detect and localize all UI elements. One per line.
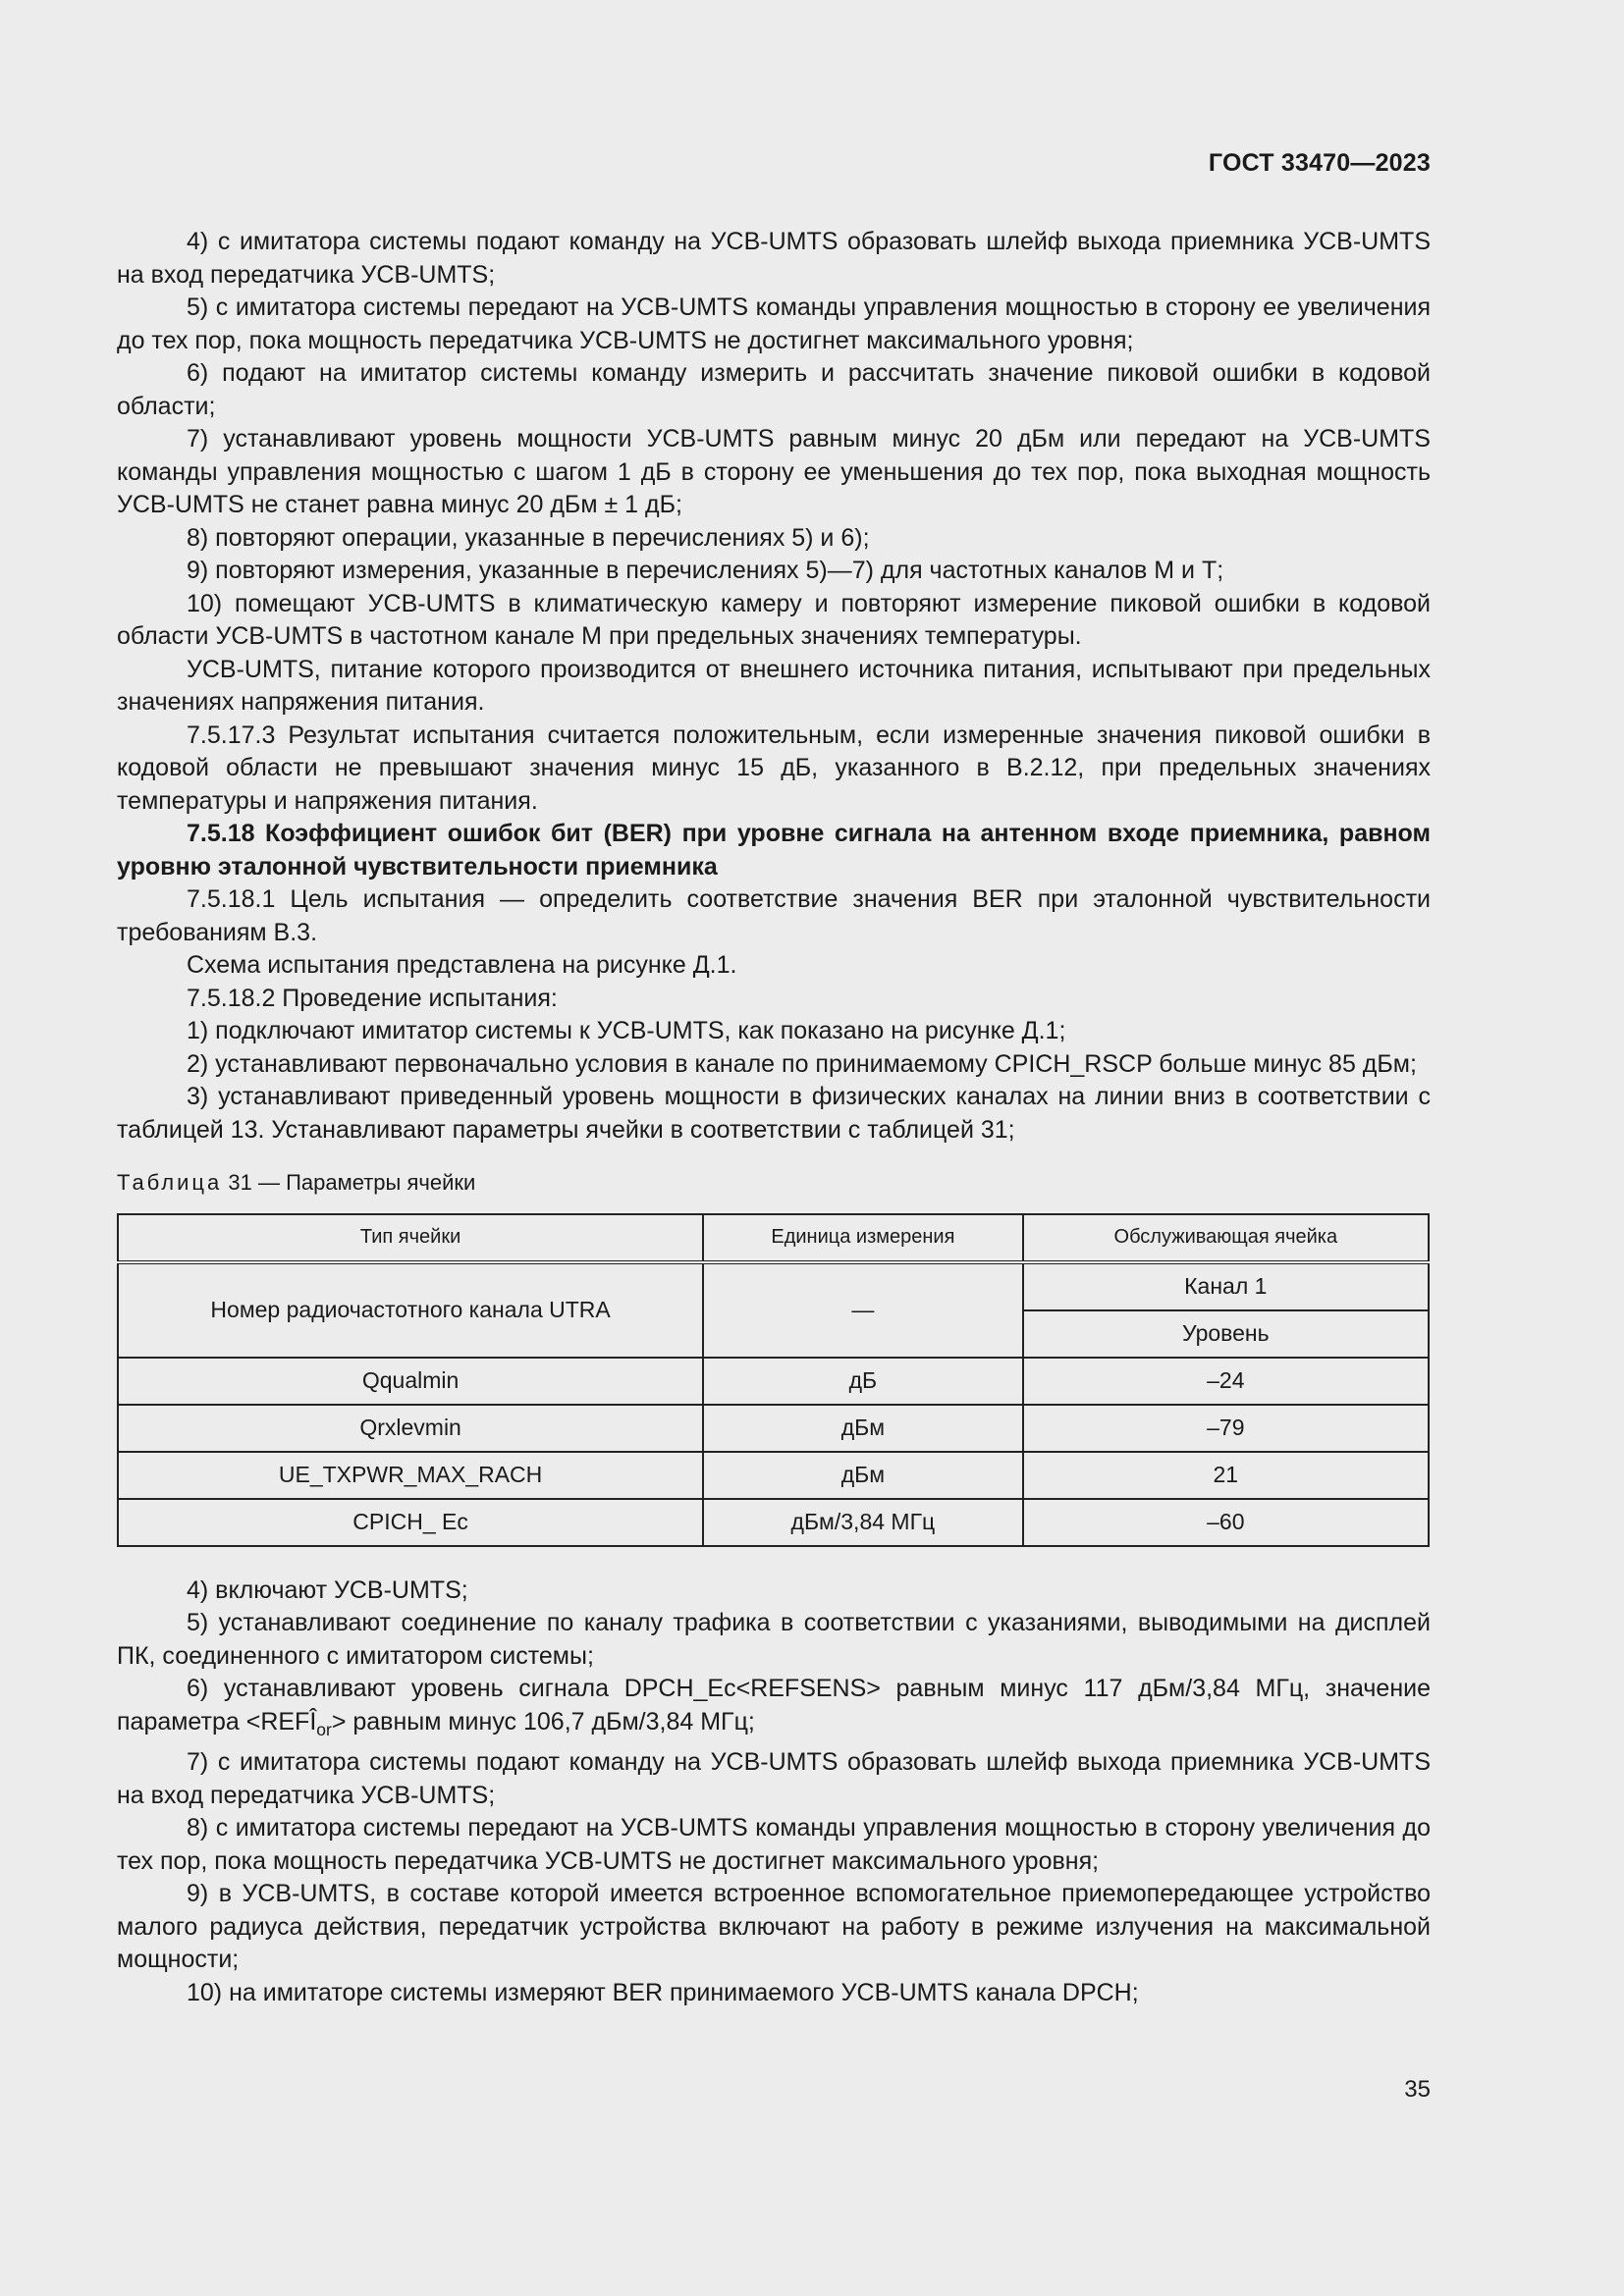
- document-header: ГОСТ 33470—2023: [1208, 149, 1431, 177]
- table-cell-unit: дБ: [703, 1358, 1022, 1405]
- table-row: [118, 1405, 1429, 1452]
- paragraph: 3) устанавливают приведенный уровень мощности в физических каналах на линии вниз в соответствии с таблицей 13. Устанавливают параметры ячейки в соответствии с таблицей 31;: [117, 1083, 1431, 1144]
- table-header-cell: Обслуживающая ячейка: [1023, 1214, 1429, 1262]
- table-row: [118, 1452, 1429, 1499]
- paragraph-text: > равным минус 106,7 дБм/3,84 МГц;: [331, 1707, 755, 1735]
- table-caption: [117, 1166, 1431, 1200]
- paragraph: 8) повторяют операции, указанные в перечислениях 5) и 6);: [187, 523, 870, 552]
- paragraph: 7) с имитатора системы подают команду на УСВ-UMTS образовать шлейф выхода приемника УСВ-UMTS на вход передатчика УСВ-UMTS;: [117, 1748, 1431, 1809]
- cell-parameters-table: [117, 1213, 1430, 1547]
- table-cell-value: –24: [1023, 1358, 1429, 1405]
- table-row: [118, 1499, 1429, 1546]
- table-header-cell: Единица измерения: [703, 1214, 1022, 1262]
- table-cell-value: –79: [1023, 1405, 1429, 1452]
- table-row: [118, 1262, 1429, 1310]
- paragraph: 1) подключают имитатор системы к УСВ-UMTS, как показано на рисунке Д.1;: [187, 1017, 1066, 1044]
- paragraph: 7.5.18.1 Цель испытания — определить соответствие значения BER при эталонной чувствительности требованиям В.3.: [117, 885, 1431, 946]
- paragraph: 10) на имитаторе системы измеряют BER принимаемого УСВ-UMTS канала DPCH;: [187, 1978, 1139, 2006]
- paragraph: Схема испытания представлена на рисунке Д.1.: [187, 951, 737, 979]
- table-cell-unit: дБм/3,84 МГц: [703, 1499, 1022, 1546]
- table-cell-value: Канал 1: [1023, 1262, 1429, 1310]
- table-cell-unit: —: [703, 1262, 1022, 1358]
- paragraph: 7.5.17.3 Результат испытания считается положительным, если измеренные значения пиковой ошибки в кодовой области не превышают значения минус 15 дБ, указанного в В.2.12, при предельных значениях температуры и напряжения питания.: [117, 721, 1431, 815]
- subscript-text: or: [316, 1719, 332, 1739]
- paragraph: 2) устанавливают первоначально условия в канале по принимаемому CPICH_RSCP больше минус 85 дБм;: [187, 1049, 1417, 1078]
- paragraph: 4) включают УСВ-UMTS;: [187, 1575, 468, 1604]
- section-heading: 7.5.18 Коэффициент ошибок бит (BER) при уровне сигнала на антенном входе приемника, равном уровню эталонной чувствительности приемника: [117, 820, 1431, 881]
- table-cell-param: Qqualmin: [118, 1358, 703, 1405]
- table-cell-value: –60: [1023, 1499, 1429, 1546]
- paragraph: 9) в УСВ-UMTS, в составе которой имеется встроенное вспомогательное приемопередающее устройство малого радиуса действия, передатчик устройства включают на работу в режиме излучения на максимальной мощности;: [117, 1880, 1431, 1973]
- paragraph: 7) устанавливают уровень мощности УСВ-UMTS равным минус 20 дБм или передают на УСВ-UMTS команды управления мощностью с шагом 1 дБ в сторону ее уменьшения до тех пор, пока выходная мощность УСВ-UMTS не станет равна минус 20 дБм ± 1 дБ;: [117, 425, 1431, 518]
- table-cell-param: Qrxlevmin: [118, 1405, 703, 1452]
- table-cell-value: Уровень: [1023, 1310, 1429, 1358]
- paragraph: 9) повторяют измерения, указанные в перечислениях 5)—7) для частотных каналов М и Т;: [187, 557, 1224, 584]
- paragraph: 7.5.18.2 Проведение испытания:: [187, 984, 558, 1012]
- table-header-cell: Тип ячейки: [118, 1214, 703, 1262]
- paragraph: 10) помещают УСВ-UMTS в климатическую камеру и повторяют измерение пиковой ошибки в кодовой области УСВ-UMTS в частотном канале М при предельных значениях температуры.: [117, 589, 1431, 650]
- paragraph: 5) с имитатора системы передают на УСВ-UMTS команды управления мощностью в сторону ее увеличения до тех пор, пока мощность передатчика УСВ-UMTS не достигнет максимального уровня;: [117, 294, 1431, 354]
- paragraph: 4) с имитатора системы подают команду на УСВ-UMTS образовать шлейф выхода приемника УСВ-UMTS на вход передатчика УСВ-UMTS;: [117, 228, 1431, 289]
- table-cell-param: UE_TXPWR_MAX_RACH: [118, 1452, 703, 1499]
- table-cell-param: CPICH_ Ec: [118, 1499, 703, 1546]
- table-caption-text: 31 — Параметры ячейки: [222, 1170, 476, 1195]
- paragraph: 5) устанавливают соединение по каналу трафика в соответствии с указаниями, выводимыми на дисплей ПК, соединенного с имитатором системы;: [117, 1609, 1431, 1670]
- paragraph: 8) с имитатора системы передают на УСВ-UMTS команды управления мощностью в сторону увеличения до тех пор, пока мощность передатчика УСВ-UMTS не достигнет максимального уровня;: [117, 1814, 1431, 1875]
- paragraph: [117, 1673, 1431, 1746]
- table-header-row: [118, 1214, 1429, 1262]
- table-cell-unit: дБм: [703, 1405, 1022, 1452]
- page-number: 35: [1404, 2076, 1431, 2103]
- paragraph: УСВ-UMTS, питание которого производится от внешнего источника питания, испытывают при предельных значениях напряжения питания.: [117, 655, 1431, 716]
- table-cell-unit: дБм: [703, 1452, 1022, 1499]
- table-row: [118, 1358, 1429, 1405]
- paragraph-text: 6) устанавливают уровень сигнала DPCH_Ec<REFSENS> равным минус 117 дБм/3,84 МГц, значение параметра <REFÎ: [117, 1675, 1431, 1735]
- table-cell-param: Номер радиочастотного канала UTRA: [118, 1262, 703, 1358]
- table-cell-value: 21: [1023, 1452, 1429, 1499]
- paragraph: 6) подают на имитатор системы команду измерить и рассчитать значение пиковой ошибки в кодовой области;: [117, 359, 1431, 420]
- table-caption-label: Таблица: [117, 1170, 223, 1195]
- page-content: [117, 226, 1431, 2009]
